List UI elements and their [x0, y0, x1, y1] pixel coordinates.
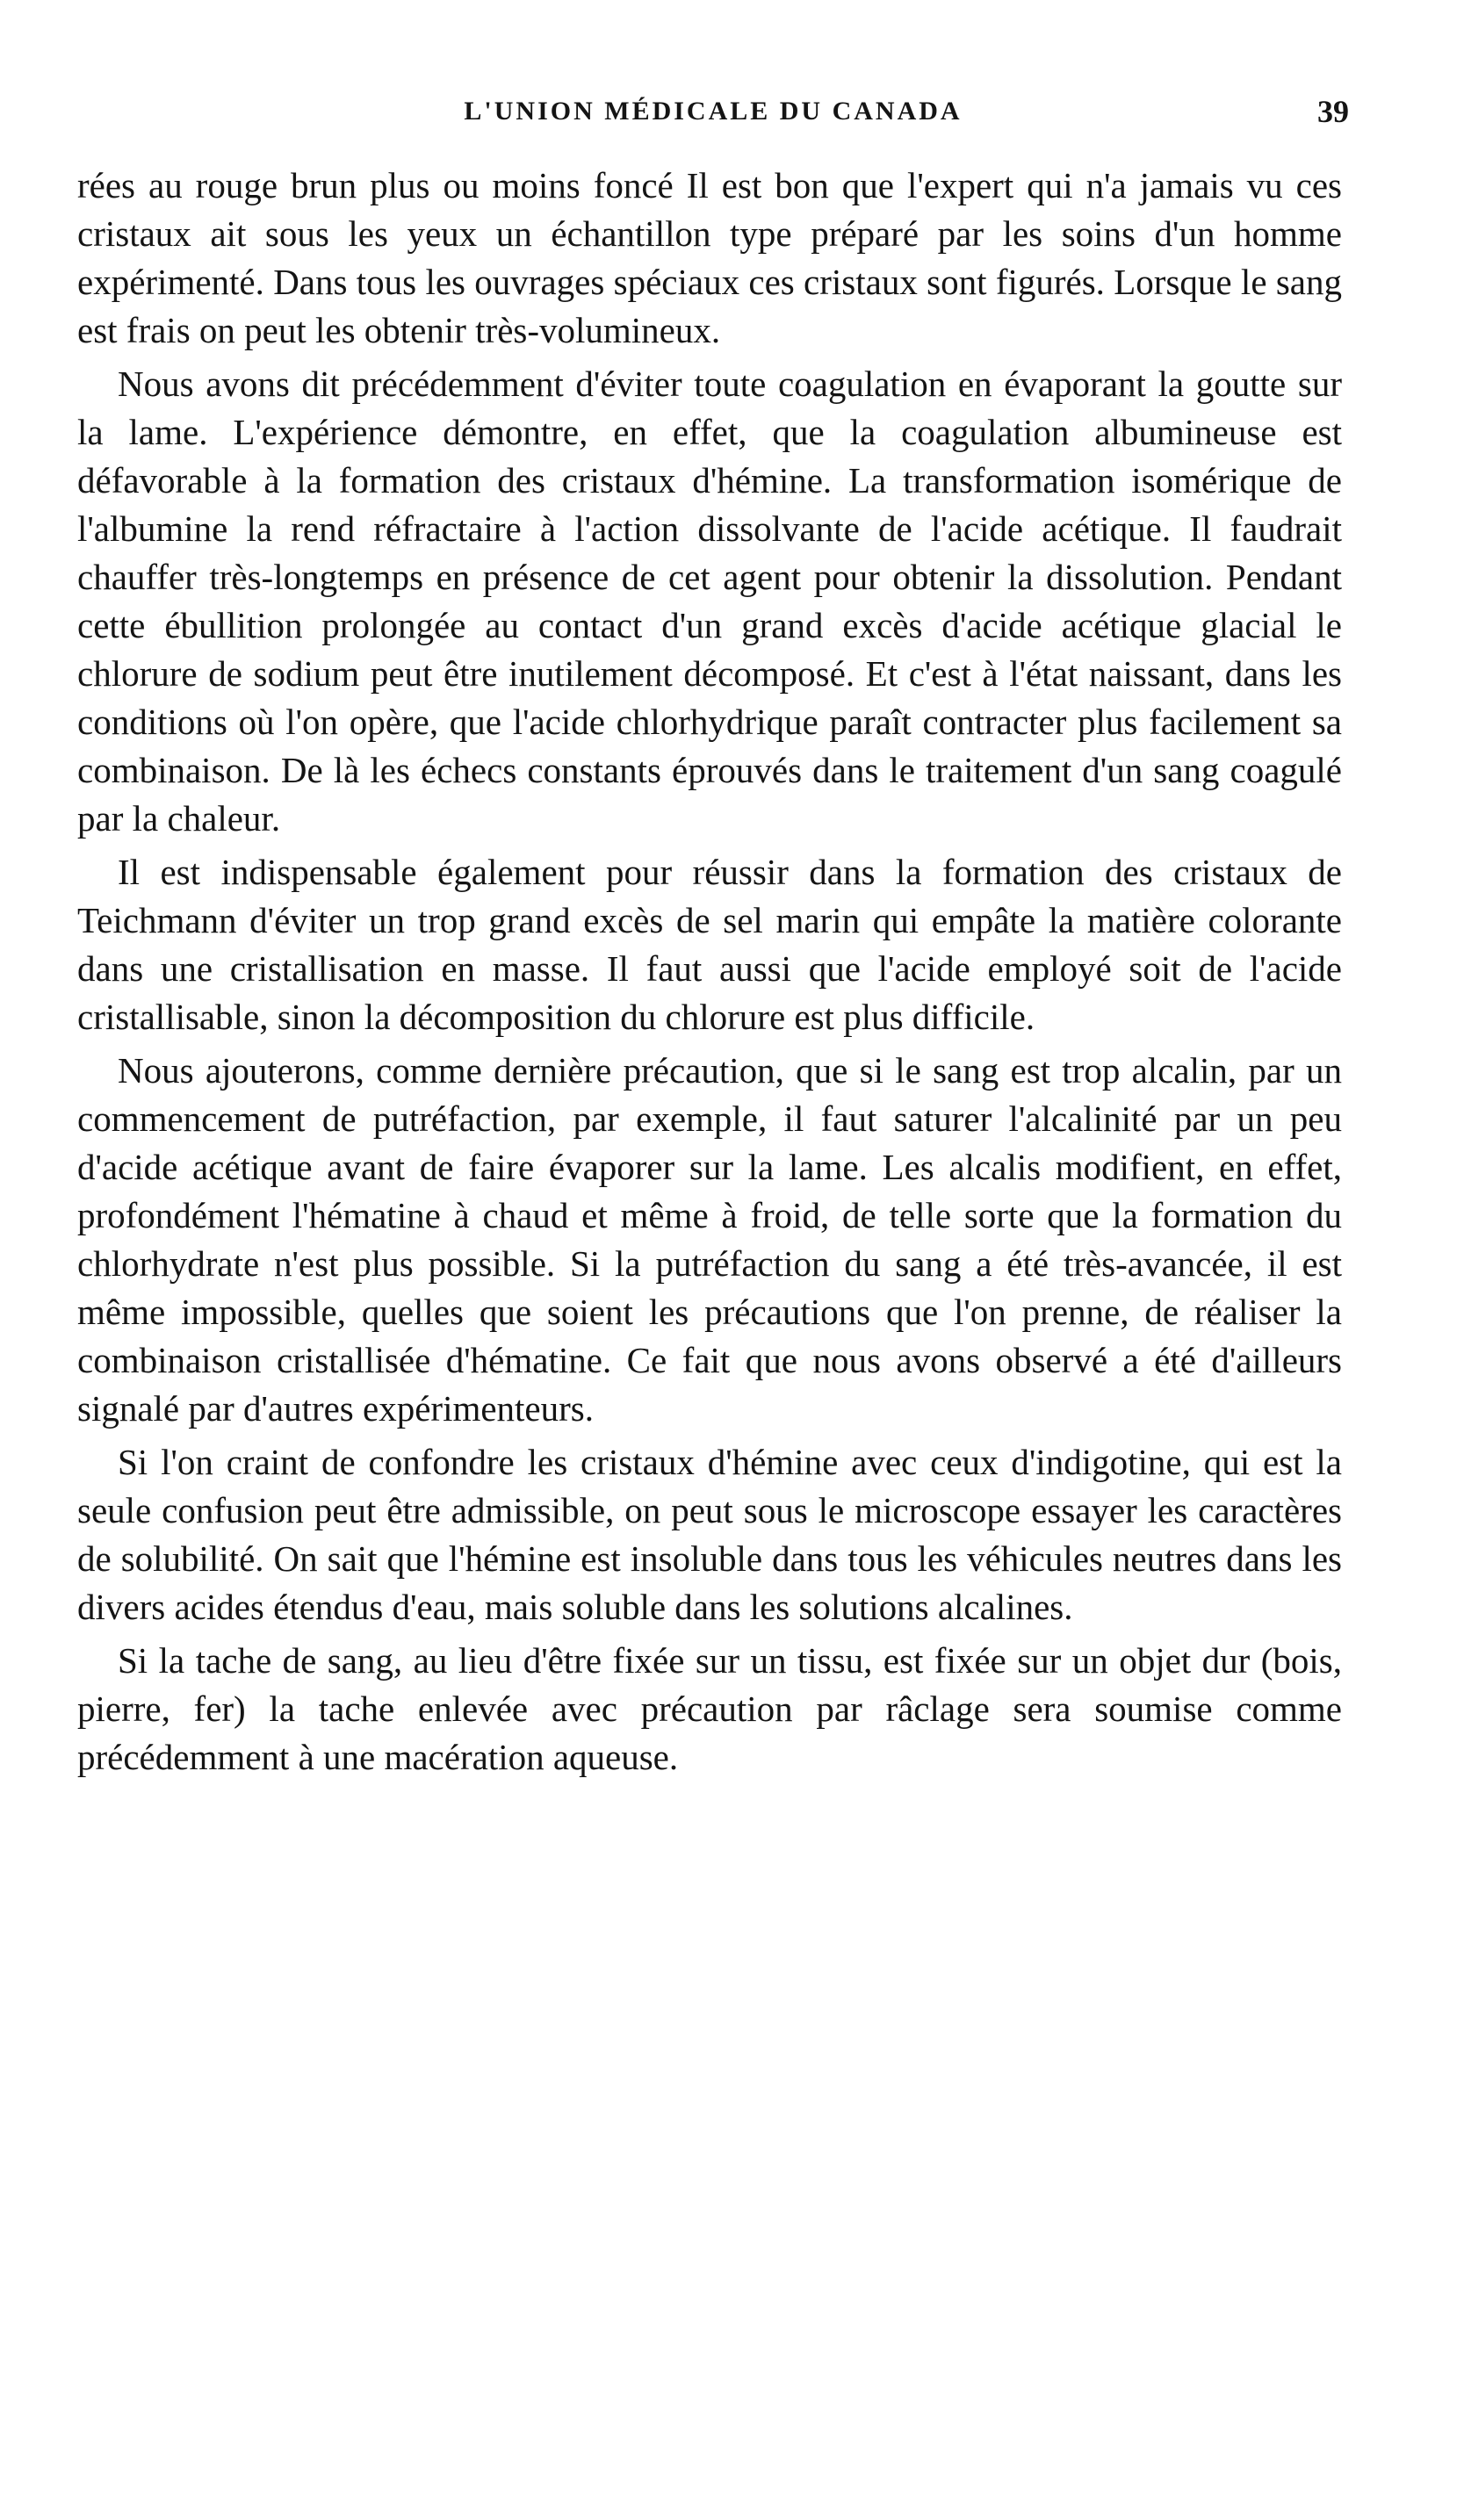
paragraph-1: rées au rouge brun plus ou moins foncé Il est bon que l'expert qui n'a jamais vu ces cristaux ait sous les yeux un échantillon type préparé par les soins d'un homme expérimenté. Dans tous les ouvrages spéciaux ces cristaux sont figurés. Lorsque le sang est frais on peut les obtenir très-volumineux.: [77, 165, 1342, 350]
paragraph-5: Si l'on craint de confondre les cristaux d'hémine avec ceux d'indigotine, qui est la seule confusion peut être admissible, on peut sous le microscope essayer les caractères de solubilité. On sait que l'hémine est insoluble dans tous les véhicules neutres dans les divers acides étendus d'eau, mais soluble dans les solutions alcalines.: [77, 1442, 1342, 1627]
paragraph-3: Il est indispensable également pour réussir dans la formation des cristaux de Teichmann d'éviter un trop grand excès de sel marin qui empâte la matière colorante dans une cristallisation en masse. Il faut aussi que l'acide employé soit de l'acide cristallisable, sinon la décomposition du chlorure est plus difficile.: [77, 852, 1342, 1037]
page-number: 39: [1317, 94, 1349, 129]
body-text: [77, 162, 1342, 1787]
paragraph-6: Si la tache de sang, au lieu d'être fixée sur un tissu, est fixée sur un objet dur (bois, pierre, fer) la tache enlevée avec précaution par râclage sera soumise comme précédemment à une macération aqueuse.: [77, 1640, 1342, 1777]
running-head: [77, 94, 1349, 140]
running-title: L'UNION MÉDICALE DU CANADA: [464, 97, 963, 126]
paragraph-2: Nous avons dit précédemment d'éviter toute coagulation en évaporant la goutte sur la lame. L'expérience démontre, en effet, que la coagulation albumineuse est défavorable à la formation des cristaux d'hémine. La transformation isomérique de l'albumine la rend réfractaire à l'action dissolvante de l'acide acétique. Il faudrait chauffer très-longtemps en présence de cet agent pour obtenir la dissolution. Pendant cette ébullition prolongée au contact d'un grand excès d'acide acétique glacial le chlorure de sodium peut être inutilement décomposé. Et c'est à l'état naissant, dans les conditions où l'on opère, que l'acide chlorhydrique paraît contracter plus facilement sa combinaison. De là les échecs constants éprouvés dans le traitement d'un sang coagulé par la chaleur.: [77, 364, 1342, 839]
paragraph-4: Nous ajouterons, comme dernière précaution, que si le sang est trop alcalin, par un commencement de putréfaction, par exemple, il faut saturer l'alcalinité par un peu d'acide acétique avant de faire évaporer sur la lame. Les alcalis modifient, en effet, profondément l'hématine à chaud et même à froid, de telle sorte que la formation du chlorhydrate n'est plus possible. Si la putréfaction du sang a été très-avancée, il est même impossible, quelles que soient les précautions que l'on prenne, de réaliser la combinaison cristallisée d'hématine. Ce fait que nous avons observé a été d'ailleurs signalé par d'autres expérimenteurs.: [77, 1050, 1342, 1429]
